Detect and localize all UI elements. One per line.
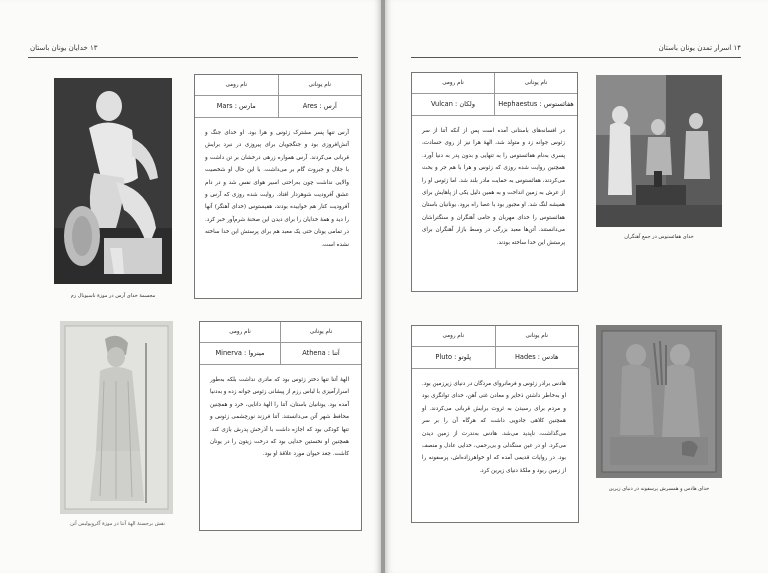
greek-name-header: نام یونانی (495, 326, 579, 346)
athena-relief-photo (60, 321, 173, 514)
athena-description: الههٔ آتنا تنها دختر زئوس بود که مادری نداشت بلکه به‌طور اسرارآمیزی با لباس رزم از پیشانی زئوس جوانه زده و به‌دنیا آمده بود. یونانیان باستان، آتنا را الههٔ دانایی، خرد و همچنین محافظ شهر آتن می‌دانستند. آتنا فرزند نورچشمی زئوس و تنها کودکی بود که اجازه داشت با آذرخش پدرش بازی کند. همچنین او نخستین خدایی بود که درخت زیتون را در یونان کاشت. جغد حیوان مورد علاقهٔ او بود. (210, 377, 349, 458)
ares-card (194, 74, 362, 299)
name-header-row (412, 326, 578, 347)
athena-caption: نقش برجستهٔ الههٔ آتنا در موزهٔ آکروپولیس آتن (70, 521, 165, 527)
roman-name-header: نام رومی (442, 333, 465, 339)
athena-card (199, 321, 362, 531)
greek-name: هادس : Hades (495, 347, 579, 368)
roman-name-header: نام رومی (225, 82, 248, 88)
running-head: ۱۳ خدایان یونان باستان (30, 44, 98, 52)
running-head: ۱۴ اسرار تمدن یونان باستان (658, 44, 741, 52)
hades-caption: خدای هادس و همسرش پرسفونه در دنیای زیرین (608, 486, 710, 492)
hades-card (411, 325, 579, 523)
hephaestus-caption: خدای هفائستوس در جمع آهنگران (624, 234, 694, 240)
name-row (195, 96, 361, 118)
name-row (412, 94, 577, 116)
greek-name-header: نام یونانی (494, 73, 577, 93)
hades-description: هادس برادر زئوس و فرمانروای مردگان در دنیای زیرزمین بود. او به‌خاطر داشتن ذخایر و معادن غنی آهن، خدای توانگری بود و مردم برای رسیدن به ثروت برایش قربانی می‌کردند. او همچنین کلاهی جادویی داشت که هرگاه آن را بر سر می‌گذاشت، ناپدید می‌شد. هادس به‌ندرت از زمین دیدن می‌کرد. او در عین سنگدلی و بی‌رحمی، خدایی عادل و منصف بود. در روایات قدیمی آمده که او خواهرزاده‌اش، پرسفونه را از زمین ربود و ملکهٔ دنیای زیرین کرد. (422, 381, 566, 474)
greek-name-header: نام یونانی (280, 322, 361, 342)
roman-name: مارس : Mars (216, 102, 256, 110)
name-header-row (200, 322, 361, 343)
hephaestus-description: در افسانه‌های باستانی آمده است پس از آنکه آتنا از سر زئوس جوانه زد و متولد شد، الههٔ هرا نیز از روی حسادت، پسری به‌نام هفائستوس را به تنهایی و بدون پدر به دنیا آورد. همچنین روایت شده روزی که زئوس و هرا با هم جر و بحث می‌کردند، هفائستوس به حمایت مادر بلند شد. اما زئوس او را از عرش به زمین انداخت و به همین دلیل یکی از پاهایش برای همیشه لنگ شد. او مجبور بود با عصا راه برود. یونانیان باستان هفائستوس را خدای مهربان و حامی آهنگران و سنگتراشان می‌دانستند. آتن‌ها معبد بزرگی در وسط بازار آهنگران برای پرستش این خدا ساخته بودند. (422, 128, 565, 246)
ares-description: آرس تنها پسر مشترک زئوس و هرا بود. او خدای جنگ و آتش‌افروزی بود و جنگجویان برای پیروزی در نبرد برایش قربانی می‌کردند. آرس همواره زرهی درخشان بر تن داشت و با جلال و جبروت گام بر می‌داشت. با این حال او شخصیت والایی نداشت چون به‌راحتی اسیر هوای نفس شد و در دام عشق آفرودیت شوهردار افتاد. روایت شده روزی که آرس و آفرودیت کنار هم خوابیده بودند، هفیستوس (خدای آهنگر) آنها را دید و همهٔ خدایان را برای دیدن این صحنهٔ شرم‌آور خبر کرد. در تمامی یونان حتی یک معبد هم برای پرستش این خدا ساخته نشده است. (205, 130, 349, 248)
name-row (200, 343, 361, 365)
name-header-row (412, 73, 577, 94)
name-row (412, 347, 578, 369)
roman-name: مینروا : Minerva (215, 349, 265, 357)
ares-statue-photo (54, 78, 172, 284)
greek-name: هفائستوس : Hephaestus (494, 94, 577, 115)
roman-name-header: نام رومی (442, 80, 464, 86)
left-page (0, 0, 381, 573)
header-rule (28, 57, 358, 58)
header-rule (411, 57, 741, 58)
greek-name: آتنا : Athena (280, 343, 361, 364)
roman-name: پلوتو : Pluto (435, 353, 472, 361)
greek-name-header: نام یونانی (278, 75, 362, 95)
right-page (385, 0, 768, 573)
roman-name-header: نام رومی (229, 329, 251, 335)
hephaestus-card (411, 72, 578, 292)
hades-relief-photo (596, 325, 722, 478)
greek-name: آرس : Ares (278, 96, 362, 117)
ares-caption: مجسمهٔ خدای آرس در موزهٔ ناسیونال رم (70, 293, 156, 299)
name-header-row (195, 75, 361, 96)
hephaestus-painting (596, 75, 722, 227)
roman-name: ولکان : Vulcan (430, 100, 476, 108)
